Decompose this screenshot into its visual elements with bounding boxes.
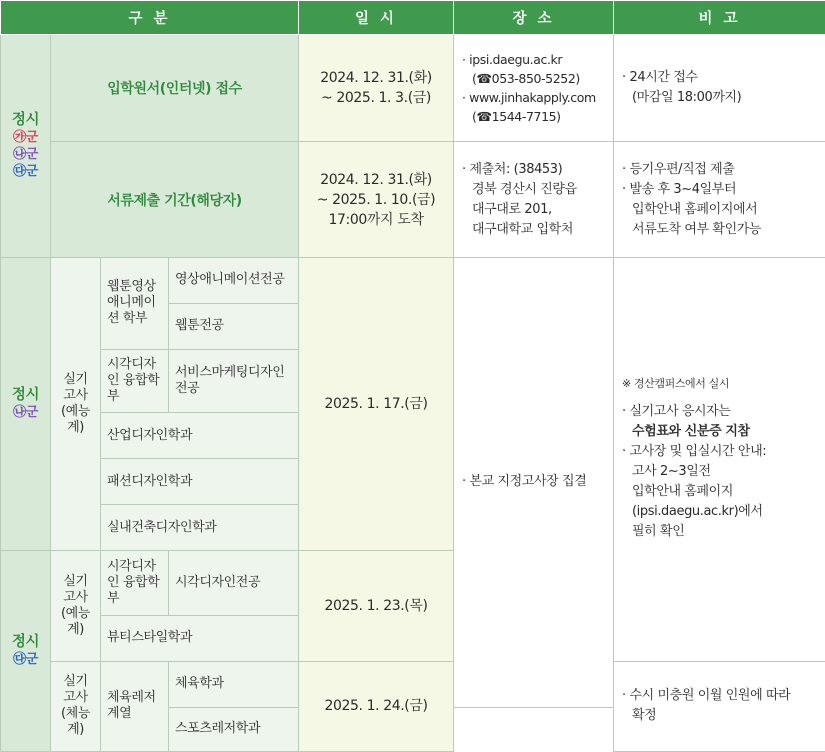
group-da-label: ㉰군 bbox=[13, 652, 38, 668]
division-sport-leisure: 체육레저 계열 bbox=[101, 661, 169, 751]
exam-remarks: ※ 경산캠퍼스에서 실시 · 실기고사 응시자는 수험표와 신분증 지참 · 고사장 및 입실시간 안내: 고사 2~3일전 입학안내 홈페이지 (ipsi.daegu.ac.kr)에서 필히 확인 bbox=[614, 257, 825, 661]
table-row bbox=[1, 142, 825, 257]
application-label: 입학원서(인터넷) 접수 bbox=[51, 35, 299, 142]
site-link-ipsi[interactable]: · ipsi.daegu.ac.kr bbox=[462, 52, 563, 68]
exam-date-da-2: 2025. 1. 24.(금) bbox=[299, 661, 454, 751]
table-row bbox=[1, 661, 825, 707]
header-schedule: 일 시 bbox=[299, 1, 454, 35]
group-na-label: ㉯군 bbox=[13, 405, 38, 420]
dept-sports-leisure: 스포츠레저학과 bbox=[169, 707, 299, 751]
major-visual-design: 시각디자인전공 bbox=[169, 551, 299, 615]
application-date: 2024. 12. 31.(화) ~ 2025. 1. 3.(금) bbox=[299, 35, 454, 142]
division-visual-design: 시각디자인 융합학부 bbox=[101, 349, 169, 412]
exam-date-na: 2025. 1. 17.(금) bbox=[299, 257, 454, 551]
group-na-label: ㉯군 bbox=[13, 146, 38, 162]
dept-interior-design: 실내건축디자인학과 bbox=[101, 505, 299, 551]
document-submission-place: · 제출처: (38453) 경북 경산시 진량읍 대구대로 201, 대구대학교 입학처 bbox=[454, 142, 614, 257]
last-remarks: · 수시 미충원 이월 인원에 따라 확정 bbox=[614, 661, 825, 751]
major-animation: 영상애니메이션전공 bbox=[169, 257, 299, 303]
exam-type-art: 실기 고사 (예능계) bbox=[51, 551, 101, 661]
document-submission-date: 2024. 12. 31.(화) ~ 2025. 1. 10.(금) 17:00까지 도착 bbox=[299, 142, 454, 257]
group-ga-label: ㉮군 bbox=[13, 129, 38, 145]
application-place: · ipsi.daegu.ac.kr (☎053-850-5252) · www.jinhakapply.com (☎1544-7715) bbox=[454, 35, 614, 142]
application-remarks: · 24시간 접수 (마감일 18:00까지) bbox=[614, 35, 825, 142]
dept-beauty-style: 뷰티스타일학과 bbox=[101, 615, 299, 661]
dept-physical-education: 체육학과 bbox=[169, 661, 299, 707]
dept-industrial-design: 산업디자인학과 bbox=[101, 413, 299, 459]
site-link-jinhak[interactable]: · www.jinhakapply.com bbox=[462, 90, 596, 106]
group-label-regular-2: 정시 ㉯군 bbox=[1, 257, 51, 551]
dept-fashion-design: 패션디자인학과 bbox=[101, 459, 299, 505]
exam-date-da-1: 2025. 1. 23.(목) bbox=[299, 551, 454, 661]
major-webtoon: 웹툰전공 bbox=[169, 303, 299, 349]
header-remarks: 비 고 bbox=[614, 1, 825, 35]
exam-type-art: 실기 고사 (예능계) bbox=[51, 257, 101, 551]
exam-type-sport: 실기 고사 (체능계) bbox=[51, 661, 101, 751]
header-place: 장 소 bbox=[454, 1, 614, 35]
major-service-marketing: 서비스마케팅디자인 전공 bbox=[169, 349, 299, 412]
group-title: 정시 bbox=[11, 111, 40, 128]
division-webtoon: 웹툰영상 애니메이션 학부 bbox=[101, 257, 169, 349]
group-da-label: ㉰군 bbox=[13, 163, 38, 179]
exam-place: · 본교 지정고사장 집결 bbox=[454, 257, 614, 707]
group-label-regular-1 bbox=[1, 35, 51, 258]
document-submission-remarks: · 등기우편/직접 제출 · 발송 후 3~4일부터 입학안내 홈페이지에서 서류도착 여부 확인가능 bbox=[614, 142, 825, 257]
division-visual-design: 시각디자인 융합학부 bbox=[101, 551, 169, 615]
table-row bbox=[1, 257, 825, 303]
document-submission-label: 서류제출 기간(해당자) bbox=[51, 142, 299, 257]
header-row bbox=[1, 1, 825, 35]
table-row bbox=[1, 35, 825, 142]
group-label-regular-3: 정시 ㉰군 bbox=[1, 551, 51, 752]
header-category: 구 분 bbox=[1, 1, 299, 35]
